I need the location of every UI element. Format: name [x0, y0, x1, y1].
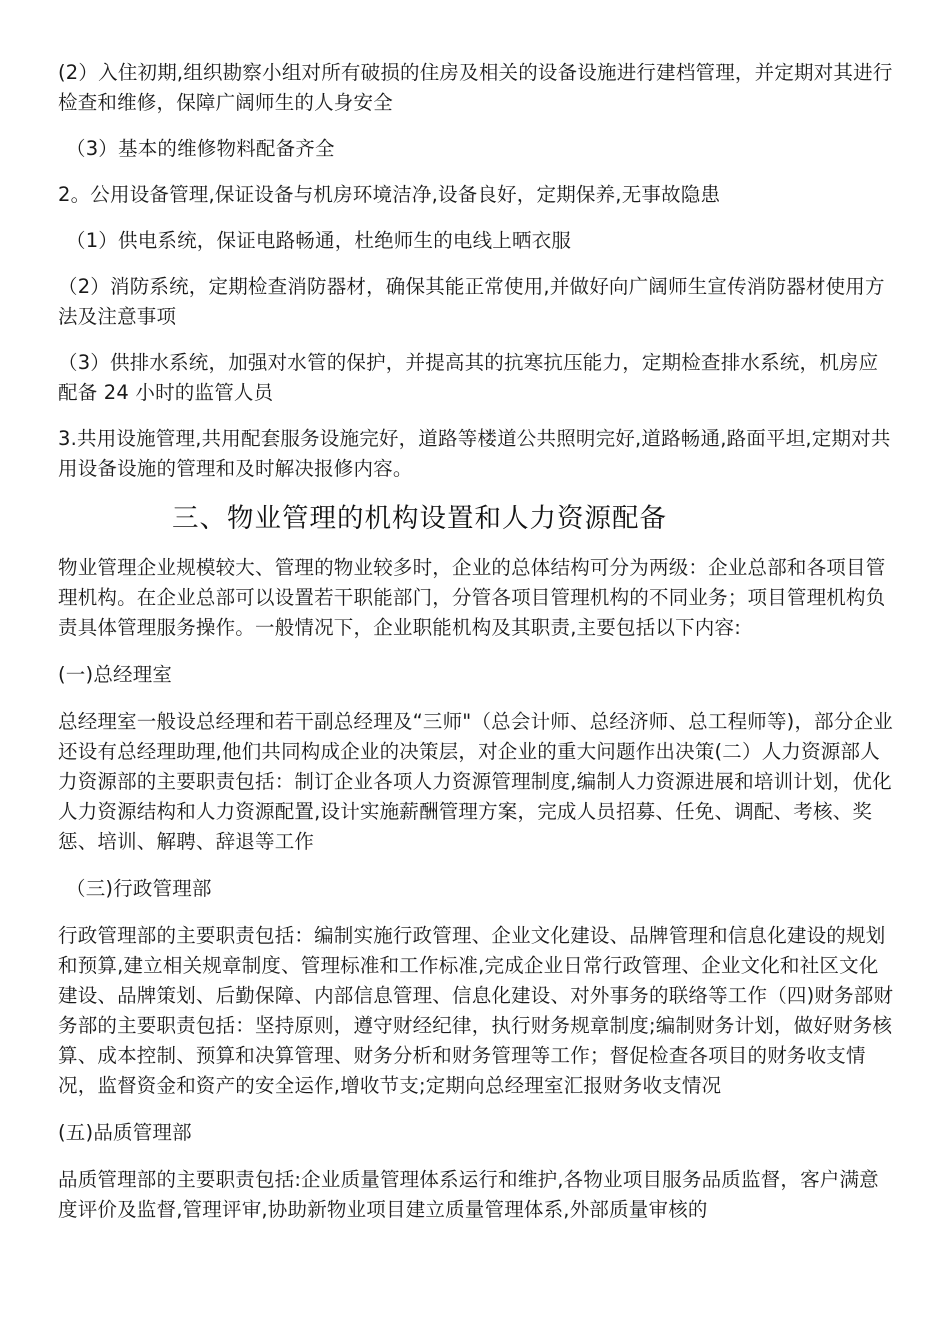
subsection-title-admin: （三)行政管理部 [66, 877, 212, 900]
paragraph-housing-maintenance: (2）入住初期,组织勘察小组对所有破损的住房及相关的设备设施进行建档管理，并定期对其进行检查和维修，保障广阔师生的人身安全 [58, 61, 893, 114]
paragraph-shared-facilities: 3.共用设施管理,共用配套服务设施完好，道路等楼道公共照明完好,道路畅通,路面平坦,定期对共用设备设施的管理和及时解决报修内容。 [58, 427, 891, 480]
paragraph-admin: 行政管理部的主要职责包括：编制实施行政管理、企业文化建设、品牌管理和信息化建设的规划和预算,建立相关规章制度、管理标准和工作标准,完成企业日常行政管理、企业文化和社区文化建设、品牌策划、后勤保障、内部信息管理、信息化建设、对外事务的联络等工作（四)财务部财务部的主要职责包括：坚持原则，遵守财经纪律，执行财务规章制度;编制财务计划，做好财务核算、成本控制、预算和决算管理、财务分析和财务管理等工作；督促检查各项目的财务收支情况，监督资金和资产的安全运作,增收节支;定期向总经理室汇报财务收支情况 [58, 924, 894, 1097]
paragraph-public-equipment: 2。公用设备管理,保证设备与机房环境洁净,设备良好，定期保养,无事故隐患 [58, 183, 721, 206]
subsection-title-general-manager: (一)总经理室 [58, 663, 173, 686]
paragraph-intro: 物业管理企业规模较大、管理的物业较多时，企业的总体结构可分为两级：企业总部和各项目管理机构。在企业总部可以设置若干职能部门，分管各项目管理机构的不同业务；项目管理机构负责具体管理服务操作。一般情况下，企业职能机构及其职责,主要包括以下内容: [58, 556, 886, 639]
paragraph-repair-materials: （3）基本的维修物料配备齐全 [66, 137, 335, 160]
paragraph-power-system: （1）供电系统，保证电路畅通，杜绝师生的电线上晒衣服 [66, 229, 572, 252]
document-page [58, 58, 894, 1225]
paragraph-quality: 品质管理部的主要职责包括:企业质量管理体系运行和维护,各物业项目服务品质监督，客户满意度评价及监督,管理评审,协助新物业项目建立质量管理体系,外部质量审核的 [58, 1168, 879, 1221]
section-heading: 三、物业管理的机构设置和人力资源配备 [172, 503, 667, 534]
subsection-title-quality: (五)品质管理部 [58, 1121, 192, 1144]
paragraph-fire-system: （2）消防系统，定期检查消防器材，确保其能正常使用,并做好向广阔师生宣传消防器材使用方法及注意事项 [58, 275, 885, 328]
paragraph-general-manager: 总经理室一般设总经理和若干副总经理及“三师"（总会计师、总经济师、总工程师等)，部分企业还设有总经理助理,他们共同构成企业的决策层，对企业的重大问题作出决策(二）人力资源部人力资源部的主要职责包括：制订企业各项人力资源管理制度,编制人力资源进展和培训计划，优化人力资源结构和人力资源配置,设计实施薪酬管理方案，完成人员招募、任免、调配、考核、奖惩、培训、解聘、辞退等工作 [58, 710, 893, 853]
paragraph-water-system: （3）供排水系统，加强对水管的保护，并提高其的抗寒抗压能力，定期检查排水系统，机房应配备 24 小时的监管人员 [58, 351, 879, 404]
